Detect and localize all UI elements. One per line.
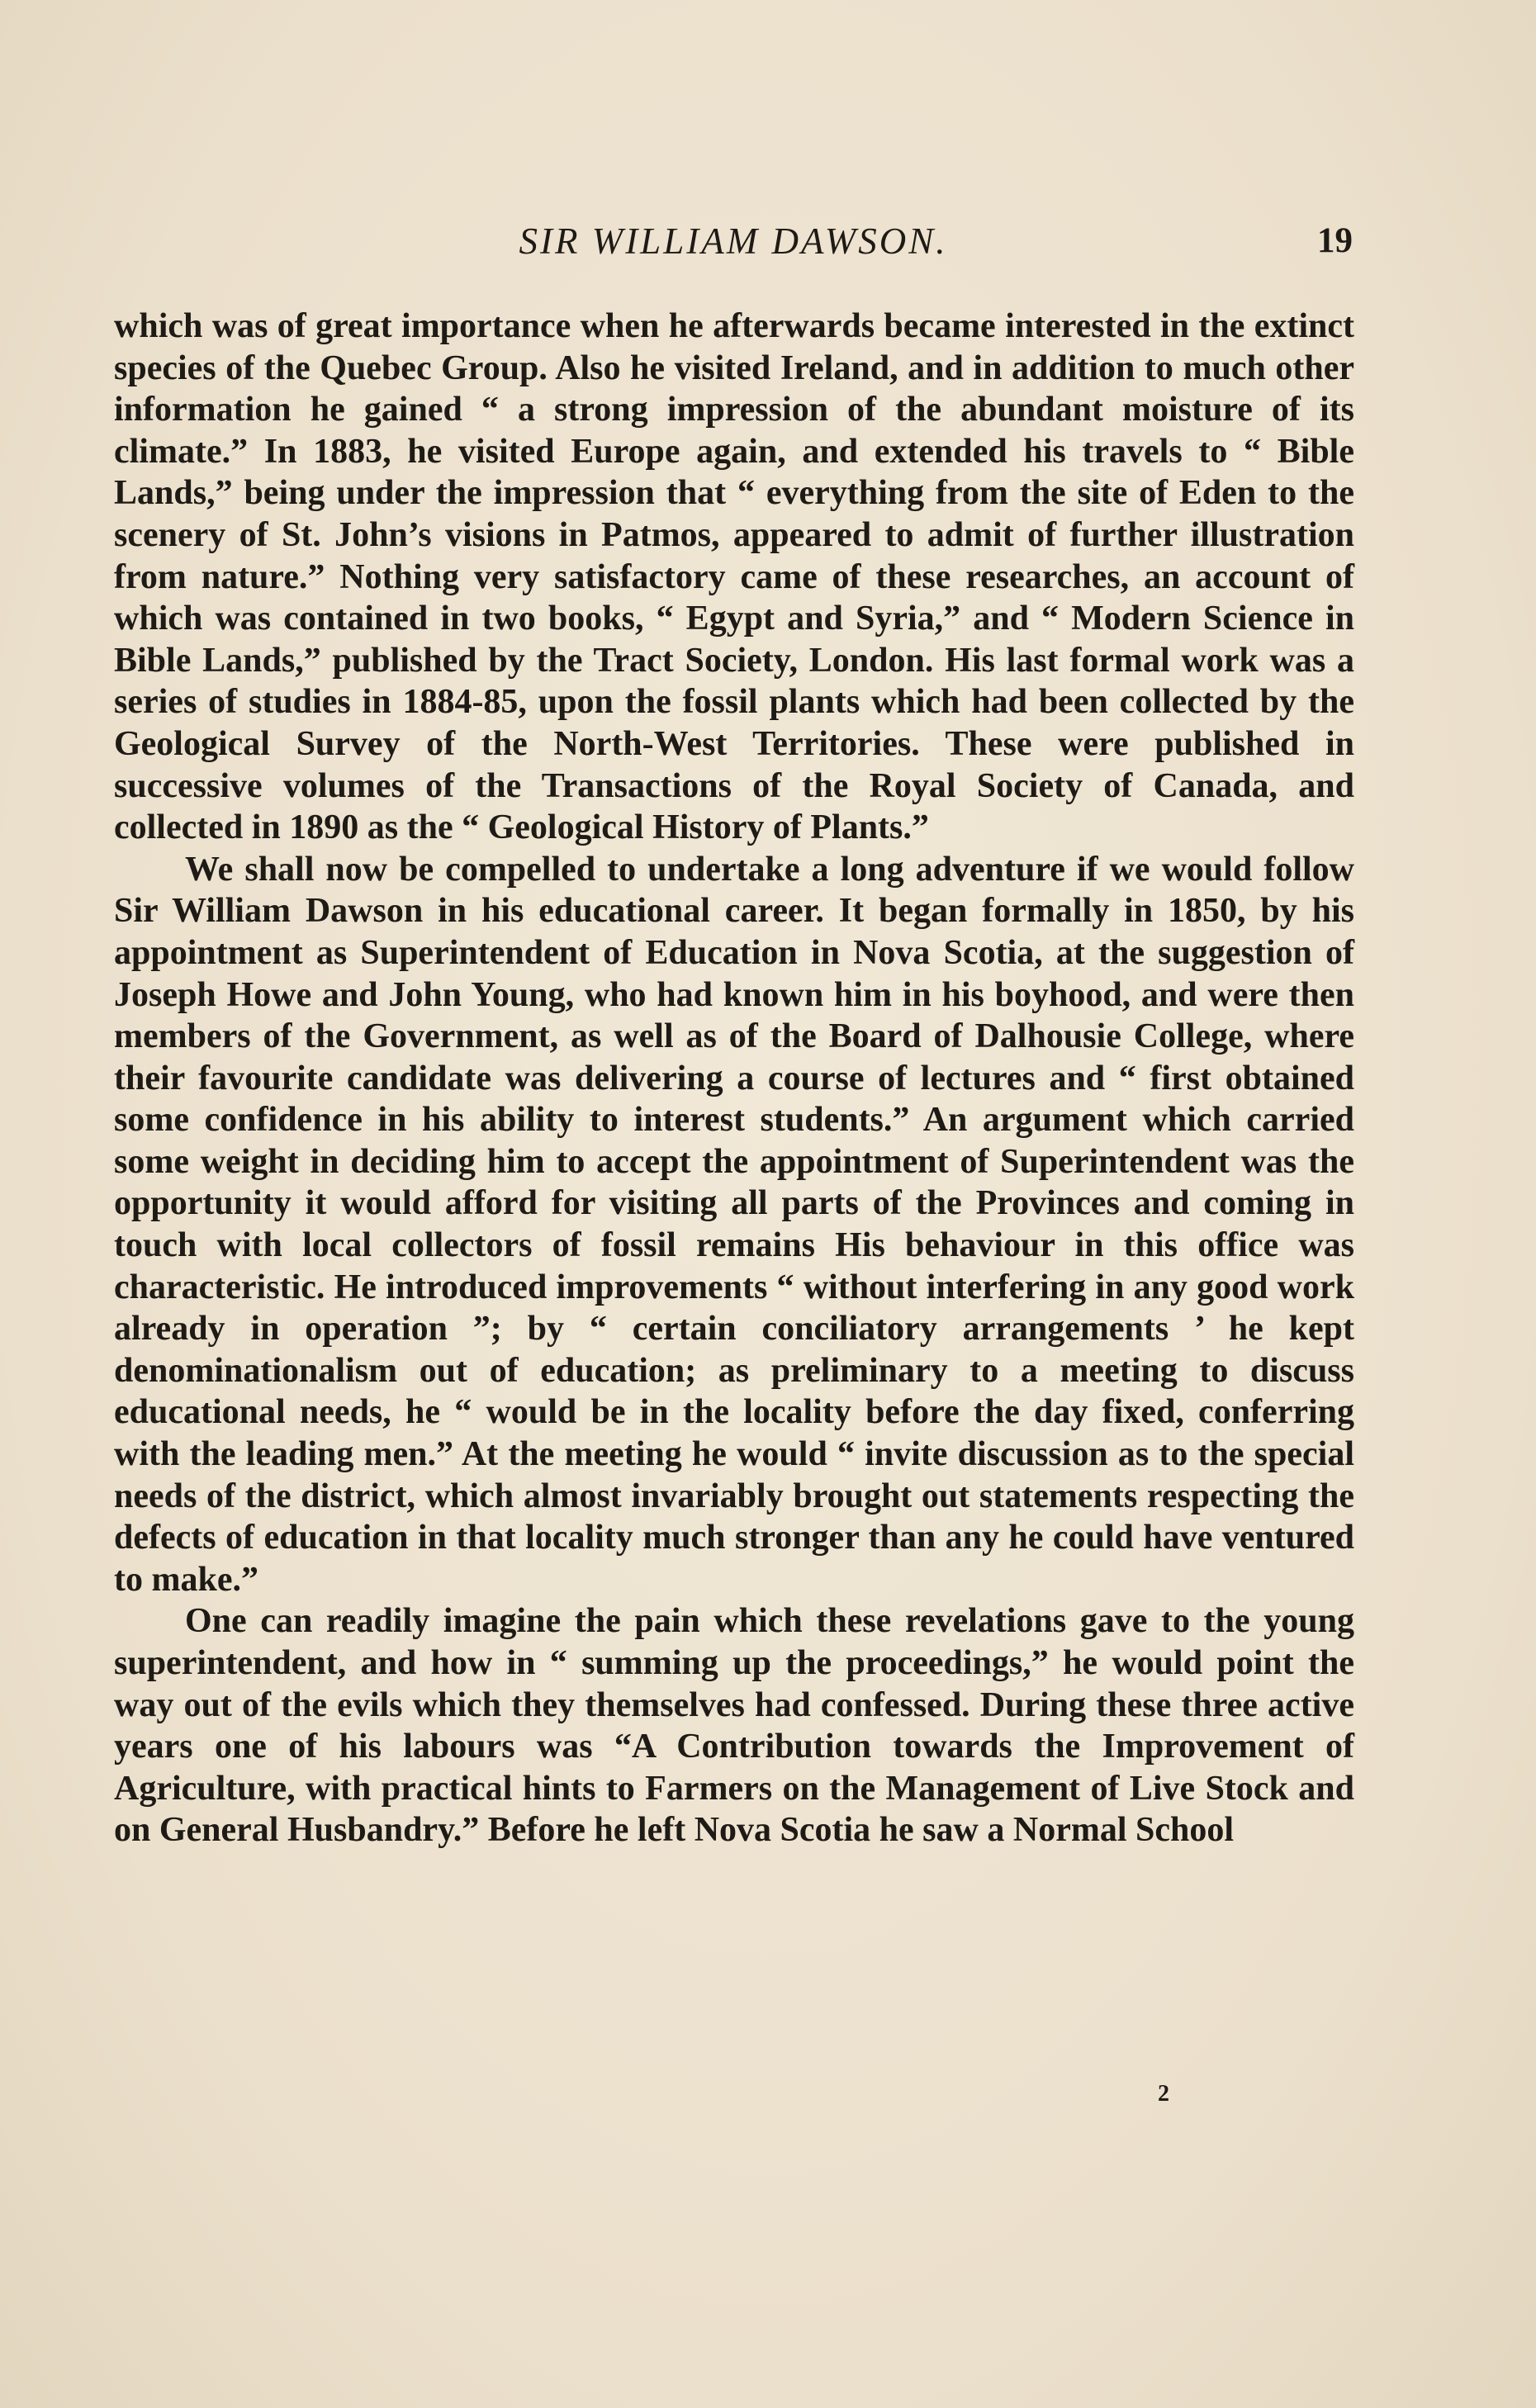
paragraph-1: which was of great importance when he afterwards became interested in the extinct species of the Quebec Group. Also he visited Ireland, and in addition to much other information he gained “ a strong impression of the abundant moisture of its climate.” In 1883, he visited Europe again, and extended his travels to “ Bible Lands,” being under the impression that “ everything from the site of Eden to the scenery of St. John’s visions in Patmos, appeared to admit of further illustration from nature.” Nothing very satisfactory came of these researches, an account of which was contained in two books, “ Egypt and Syria,” and “ Modern Science in Bible Lands,” published by the Tract Society, London. His last formal work was a series of studies in 1884-85, upon the fossil plants which had been collected by the Geological Survey of the North-West Territories. These were published in successive volumes of the Transactions of the Royal Society of Canada, and collected in 1890 as the “ Geological History of Plants.”: [114, 307, 1354, 847]
body-text: [114, 306, 1354, 1851]
page-number: 19: [1317, 221, 1353, 260]
paragraph-3: One can readily imagine the pain which these revelations gave to the young superintendent, and how in “ summing up the proceedings,” he would point the way out of the evils which they themselves had confessed. During these three active years one of his labours was “A Contribution towards the Improvement of Agriculture, with practical hints to Farmers on the Management of Live Stock and on General Husbandry.” Before he left Nova Scotia he saw a Normal School: [114, 1602, 1354, 1850]
running-title: SIR WILLIAM DAWSON.: [519, 220, 948, 262]
signature-mark: 2: [1158, 2081, 1169, 2107]
running-head: [114, 216, 1353, 266]
paragraph-2: We shall now be compelled to undertake a long adventure if we would follow Sir William Dawson in his educational career. It began formally in 1850, by his appointment as Superintendent of Education in Nova Scotia, at the suggestion of Joseph Howe and John Young, who had known him in his boyhood, and were then members of the Government, as well as of the Board of Dalhousie College, where their favourite candidate was delivering a course of lectures and “ first obtained some confidence in his ability to interest students.” An argument which carried some weight in deciding him to accept the appointment of Superintendent was the opportunity it would afford for visiting all parts of the Provinces and coming in touch with local collectors of fossil remains His behaviour in this office was characteristic. He introduced improvements “ without interfering in any good work already in operation ”; by “ certain conciliatory arrangements ’ he kept denominationalism out of education; as preliminary to a meeting to discuss educational needs, he “ would be in the locality before the day fixed, conferring with the leading men.” At the meeting he would “ invite discussion as to the special needs of the district, which almost invariably brought out statements respecting the defects of education in that locality much stronger than any he could have ventured to make.”: [114, 850, 1354, 1599]
